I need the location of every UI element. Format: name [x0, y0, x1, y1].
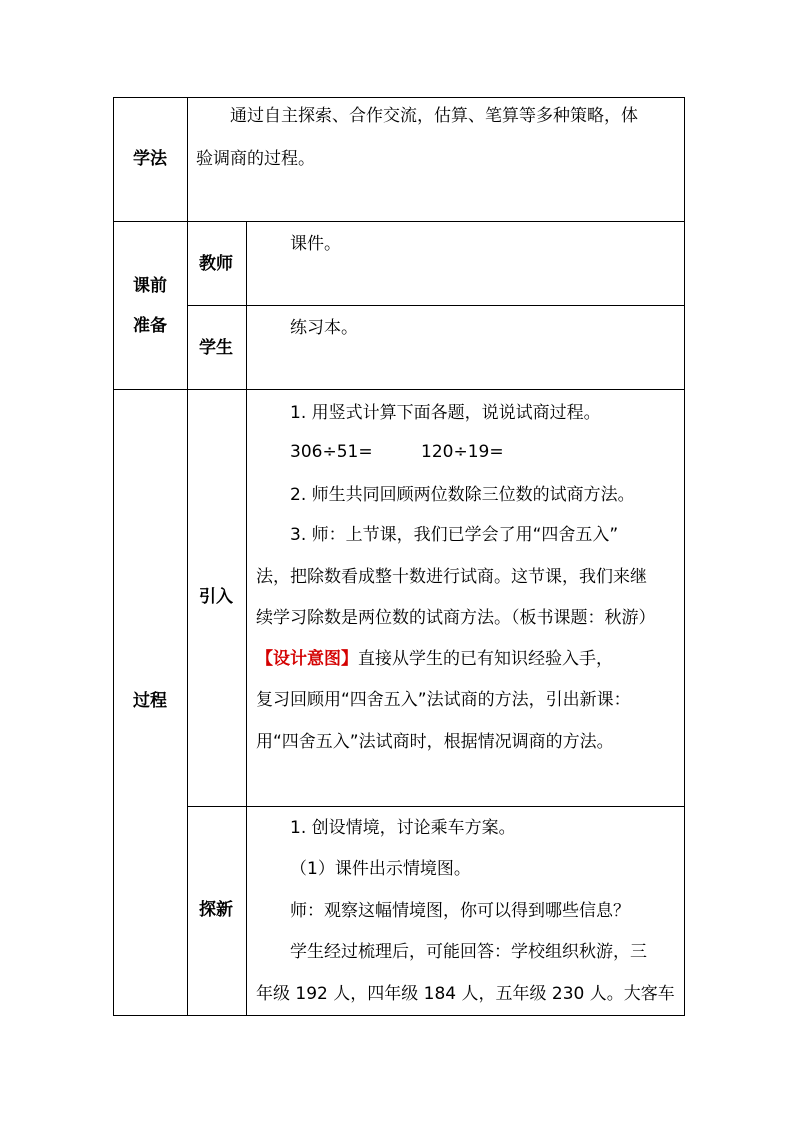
design-intent-text: 直接从学生的已有知识经验入手， [358, 649, 613, 669]
yinru-equation-1: 306÷51= [290, 442, 373, 462]
student-label: 学生 [199, 338, 233, 358]
yinru-line-4: 法，把除数看成整十数进行试商。这节课，我们来继 [256, 567, 647, 587]
xuefa-line-2: 验调商的过程。 [196, 149, 315, 169]
tanxin-line-1: 1. 创设情境，讨论乘车方案。 [290, 818, 516, 838]
teacher-content: 课件。 [290, 234, 341, 254]
yinru-line-3: 3. 师：上节课，我们已学会了用“四舍五入” [290, 525, 619, 545]
teacher-label: 教师 [199, 254, 233, 274]
yinru-line-1: 1. 用竖式计算下面各题，说说试商过程。 [290, 403, 601, 423]
yinru-line-8: 用“四舍五入”法试商时，根据情况调商的方法。 [256, 732, 614, 752]
yinru-line-7: 复习回顾用“四舍五入”法试商的方法，引出新课： [256, 690, 631, 710]
yinru-line-6 [256, 651, 613, 668]
kqzb-label-2: 准备 [133, 316, 167, 336]
tanxin-line-4: 学生经过梳理后，可能回答：学校组织秋游，三 [290, 942, 647, 962]
yinru-line-2: 2. 师生共同回顾两位数除三位数的试商方法。 [290, 485, 635, 505]
yinru-line-5: 续学习除数是两位数的试商方法。（板书课题：秋游） [256, 608, 656, 628]
yinru-label: 引入 [199, 587, 233, 607]
kqzb-label-cell [113, 221, 188, 390]
student-content: 练习本。 [290, 318, 358, 338]
tanxin-line-5: 年级 192 人，四年级 184 人，五年级 230 人。大客车 [256, 984, 675, 1004]
yinru-equation-2: 120÷19= [421, 442, 504, 462]
xuefa-line-1: 通过自主探索、合作交流，估算、笔算等多种策略，体 [230, 106, 638, 126]
xuefa-label: 学法 [133, 149, 167, 169]
design-intent-tag: 【设计意图】 [256, 649, 358, 669]
guocheng-label: 过程 [133, 691, 167, 711]
tanxin-label: 探新 [199, 900, 233, 920]
tanxin-line-2: （1）课件出示情境图。 [290, 859, 471, 879]
tanxin-line-3: 师：观察这幅情境图，你可以得到哪些信息？ [290, 901, 630, 921]
kqzb-label-1: 课前 [133, 276, 167, 296]
